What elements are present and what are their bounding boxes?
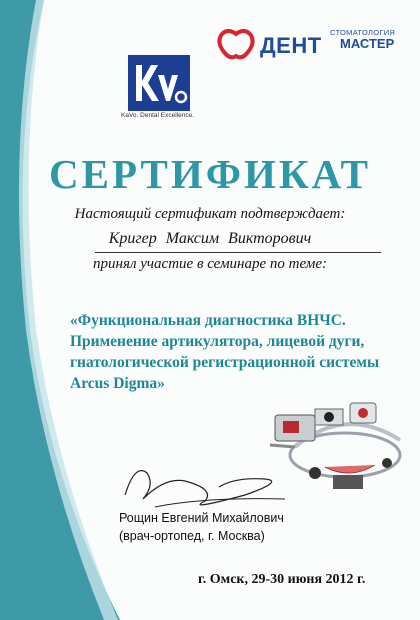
signer-name: Рощин Евгений Михайлович <box>119 511 284 525</box>
seminar-topic: «Функциональная диагностика ВНЧС. Применение артикулятора, лицевой дуги, гнатологической регистрационной системы Arcus Digma» <box>70 312 380 392</box>
handwritten-signature <box>115 455 295 515</box>
confirm-text: Настоящий сертификат подтверждает: <box>74 206 346 222</box>
signer-role: (врач-ортопед, г. Москва) <box>119 529 265 543</box>
participation-text: принял участие в семинаре по теме: <box>93 256 327 272</box>
certificate-date: г. Омск, 29-30 июня 2012 г. <box>198 572 366 587</box>
dentmaster-dent: ДЕНТ <box>260 33 322 58</box>
dentmaster-master: МАСТЕР <box>340 36 395 51</box>
dentmaster-subtitle: СТОМАТОЛОГИЯ <box>330 28 396 37</box>
recipient-name: Кригер Максим Викторович <box>108 230 312 247</box>
name-underline <box>95 252 381 253</box>
certificate-title: СЕРТИФИКАТ <box>49 151 371 197</box>
kavo-tagline: KaVo. Dental Excellence. <box>121 112 194 119</box>
kavo-logo-icon <box>128 55 190 111</box>
